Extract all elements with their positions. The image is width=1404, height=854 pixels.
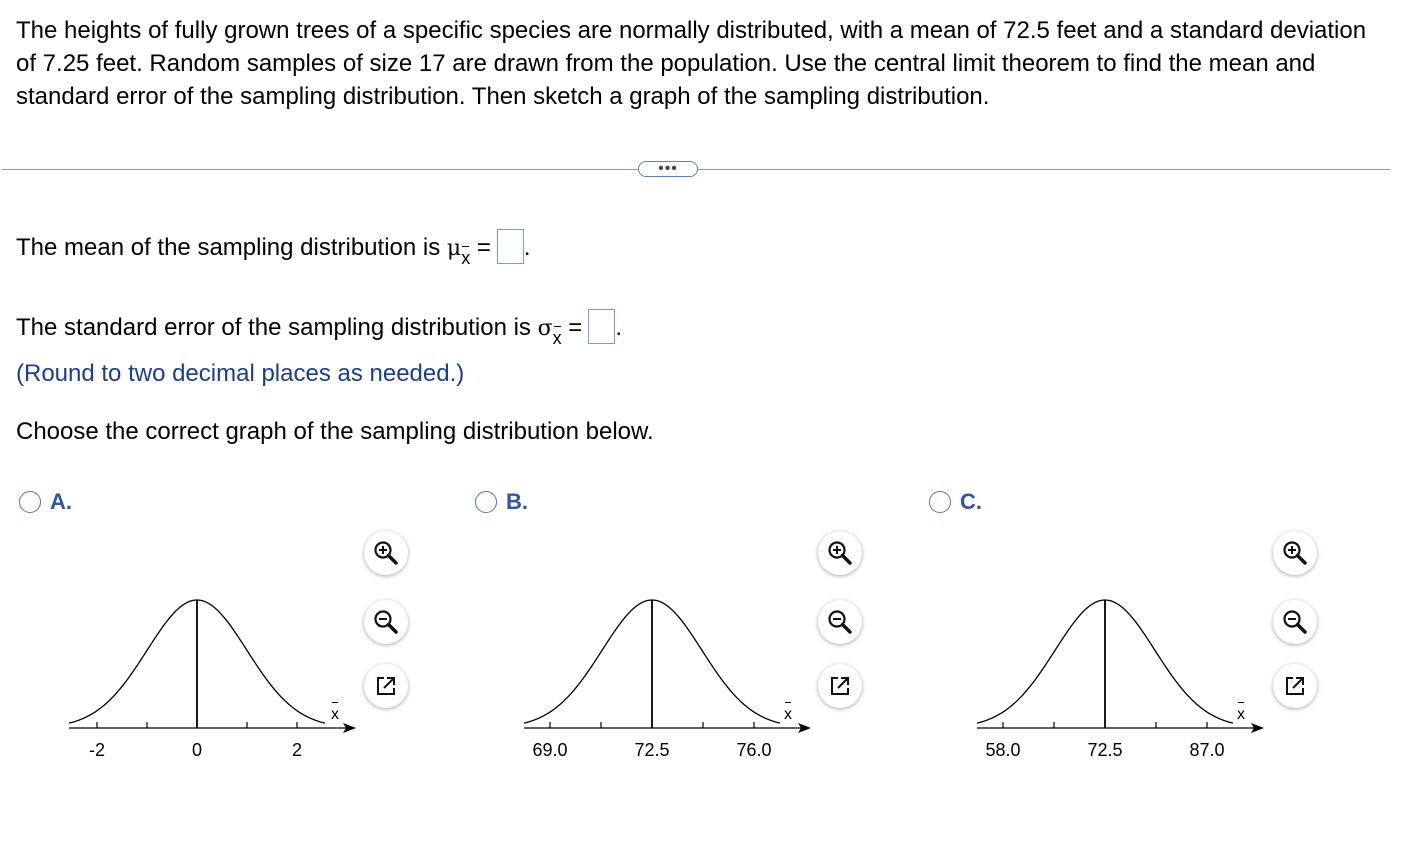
zoom-out-button-b[interactable]	[818, 600, 862, 644]
zoom-in-button-b[interactable]	[818, 531, 862, 575]
axis-variable: x	[1237, 706, 1245, 724]
graph-a	[64, 585, 364, 775]
zoom-out-button-c[interactable]	[1273, 600, 1317, 644]
open-window-button-c[interactable]	[1273, 664, 1317, 708]
radio-c[interactable]	[929, 491, 951, 513]
zoom-out-icon	[826, 608, 854, 636]
sigma-subscript: x	[552, 327, 562, 348]
open-new-window-icon	[373, 673, 399, 699]
mean-prefix: The mean of the sampling distribution is	[16, 233, 441, 261]
option-c-label: C.	[960, 489, 982, 514]
se-prefix: The standard error of the sampling distribution is	[16, 313, 531, 341]
tick-label: 72.5	[1087, 740, 1123, 760]
radio-b[interactable]	[475, 491, 497, 513]
mu-symbol: μ	[446, 235, 462, 261]
tick-label: 87.0	[1189, 740, 1225, 760]
mean-line	[16, 231, 531, 266]
sigma-symbol: σ	[537, 315, 553, 341]
tick-label: 76.0	[736, 740, 772, 760]
open-window-button-b[interactable]	[818, 664, 862, 708]
option-c[interactable]	[929, 489, 982, 515]
tick-label: 58.0	[985, 740, 1021, 760]
axis-variable: x	[331, 706, 339, 724]
open-window-button-a[interactable]	[364, 664, 408, 708]
mean-answer-input[interactable]	[497, 229, 524, 264]
normal-curve-graph-a	[64, 585, 364, 775]
se-answer-input[interactable]	[588, 309, 615, 344]
mean-suffix: .	[523, 233, 531, 261]
tick-label: -2	[88, 740, 106, 760]
se-line	[16, 311, 622, 346]
tick-label: 0	[191, 740, 203, 760]
zoom-in-icon	[1281, 539, 1309, 567]
mu-subscript: x	[461, 247, 471, 268]
option-b-label: B.	[506, 489, 528, 514]
option-a[interactable]	[19, 489, 72, 515]
open-new-window-icon	[827, 673, 853, 699]
option-a-label: A.	[50, 489, 72, 514]
tick-label: 69.0	[532, 740, 568, 760]
zoom-in-button-a[interactable]	[364, 531, 408, 575]
open-new-window-icon	[1282, 673, 1308, 699]
question-text: The heights of fully grown trees of a specific species are normally distributed, with a mean of 72.5 feet and a standard deviation of 7.25 feet. Random samples of size 17 are drawn from the population. Use the central limit theorem to find the mean and standard error of the sampling distribution. Then sketch a graph of the sampling distribution.	[16, 17, 1367, 110]
zoom-out-button-a[interactable]	[364, 600, 408, 644]
option-b[interactable]	[475, 489, 528, 515]
more-button[interactable]: •••	[638, 161, 698, 177]
tick-label: 2	[291, 740, 303, 760]
choose-prompt: Choose the correct graph of the sampling distribution below.	[16, 418, 654, 445]
zoom-in-icon	[372, 539, 400, 567]
graph-b	[519, 585, 819, 775]
graph-c	[972, 585, 1272, 775]
se-equals: =	[568, 313, 583, 341]
tick-label: 72.5	[634, 740, 670, 760]
zoom-out-icon	[1281, 608, 1309, 636]
axis-variable: x	[784, 706, 792, 724]
radio-a[interactable]	[19, 491, 41, 513]
round-hint: (Round to two decimal places as needed.)	[16, 360, 465, 387]
se-suffix: .	[615, 313, 622, 341]
zoom-out-icon	[372, 608, 400, 636]
zoom-in-icon	[826, 539, 854, 567]
mean-equals: =	[476, 233, 491, 261]
zoom-in-button-c[interactable]	[1273, 531, 1317, 575]
